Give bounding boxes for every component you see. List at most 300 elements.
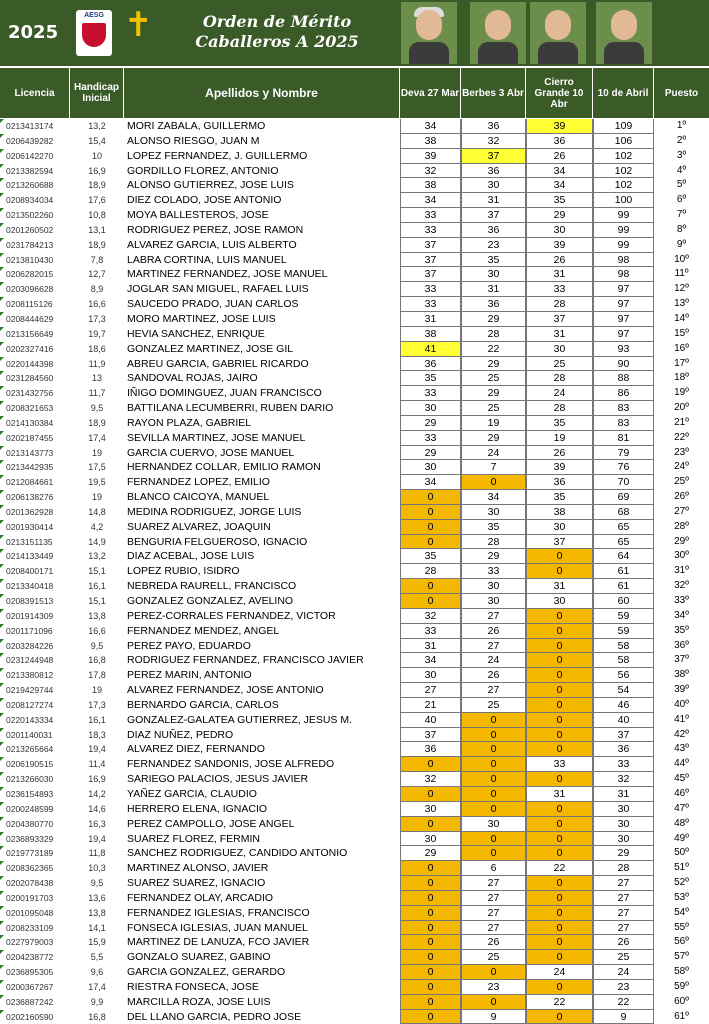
cell-round-3: 33 [526,282,593,297]
cell-handicap: 18,6 [88,343,106,354]
asturias-cross-icon: ✝ [124,6,153,44]
cell-licencia: 0202160590 [0,1010,70,1024]
cell-round-2: 0 [461,772,526,787]
cell-round-3: 31 [526,787,593,802]
table-row [0,223,709,238]
cell-handicap: 13,8 [88,907,106,918]
cell-handicap: 17,4 [88,432,106,443]
table-row [0,431,709,446]
cell-round-3: 34 [526,164,593,179]
cell-handicap: 19 [91,492,102,503]
table-row [0,891,709,906]
cell-round-1: 38 [400,327,461,342]
cell-round-1: 32 [400,609,461,624]
comment-marker-icon [0,861,4,865]
comment-marker-icon [0,564,4,568]
cell-round-3: 30 [526,342,593,357]
cell-handicap: 19,7 [88,328,106,339]
cell-round-1: 0 [400,906,461,921]
table-row [0,594,709,609]
cell-handicap: 8,9 [90,284,104,295]
cell-puesto: 23º [674,446,689,458]
cell-round-2: 24 [461,653,526,668]
table-row [0,683,709,698]
cell-total: 69 [593,490,654,505]
table-row [0,401,709,416]
table-row [0,921,709,936]
cell-total: 58 [593,639,654,654]
cell-puesto: 50º [674,847,689,859]
cell-licencia: 0231784213 [0,238,70,253]
cell-puesto: 46º [674,787,689,799]
cell-puesto: 61º [674,1010,689,1022]
cell-round-1: 0 [400,817,461,832]
cell-total: 97 [593,327,654,342]
cell-round-2: 28 [461,535,526,550]
cell-licencia: 0227979003 [0,935,70,950]
cell-puesto: 59º [674,980,689,992]
cell-round-1: 0 [400,861,461,876]
cell-total: 30 [593,802,654,817]
cell-nombre: LOPEZ FERNANDEZ, J. GUILLERMO [127,149,308,162]
cell-round-2: 36 [461,119,526,134]
cell-licencia: 0220143334 [0,713,70,728]
cell-nombre: ALONSO GUTIERREZ, JOSE LUIS [127,179,294,192]
cell-handicap: 19,5 [88,477,106,488]
cell-licencia: 0202187455 [0,431,70,446]
cell-handicap: 16,3 [88,818,106,829]
cell-round-3: 35 [526,490,593,505]
cell-round-2: 27 [461,891,526,906]
cell-round-3: 28 [526,297,593,312]
cell-licencia: 0208391513 [0,594,70,609]
cell-puesto: 1º [676,120,687,131]
cell-puesto: 10º [674,253,689,265]
cell-nombre: SAUCEDO PRADO, JUAN CARLOS [127,298,299,311]
cell-round-2: 0 [461,475,526,490]
cell-licencia: 0208233109 [0,921,70,936]
cell-handicap: 11,8 [88,848,106,859]
cell-round-1: 0 [400,520,461,535]
comment-marker-icon [0,134,4,138]
cell-puesto: 33º [674,595,689,606]
cell-total: 27 [593,921,654,936]
comment-marker-icon [0,119,4,123]
cell-round-2: 37 [461,149,526,164]
comment-marker-icon [0,846,4,850]
cell-licencia: 0213380812 [0,668,70,683]
table-row [0,950,709,965]
cell-round-2: 24 [461,446,526,461]
cell-handicap: 18,9 [88,180,106,191]
comment-marker-icon [0,668,4,672]
col-header-puesto: Puesto [654,68,709,118]
cell-handicap: 11,4 [88,759,106,770]
cell-round-2: 35 [461,520,526,535]
cell-total: 31 [593,787,654,802]
cell-licencia: 0206190515 [0,757,70,772]
cell-round-1: 37 [400,728,461,743]
cell-licencia: 0200248599 [0,802,70,817]
cell-round-2: 0 [461,787,526,802]
cell-handicap: 7,8 [90,254,104,265]
cell-total: 27 [593,906,654,921]
cell-licencia: 0213382594 [0,164,70,179]
cell-nombre: RODRIGUEZ PEREZ, JOSE RAMON [127,223,304,236]
table-row [0,371,709,386]
table-row [0,297,709,312]
cell-round-2: 28 [461,327,526,342]
cell-licencia: 0236895305 [0,965,70,980]
cell-nombre: MEDINA RODRIGUEZ, JORGE LUIS [127,505,302,518]
table-row [0,253,709,268]
cell-round-2: 27 [461,683,526,698]
cell-handicap: 16,1 [88,714,106,725]
cell-licencia: 0213413174 [0,119,70,134]
cell-total: 97 [593,312,654,327]
cell-handicap: 16,8 [88,1011,106,1022]
cell-round-1: 33 [400,223,461,238]
cell-round-1: 0 [400,757,461,772]
cell-nombre: FONSECA IGLESIAS, JUAN MANUEL [127,921,308,934]
cell-round-3: 0 [526,891,593,906]
cell-licencia: 0206138276 [0,490,70,505]
cell-total: 9 [593,1010,654,1024]
cell-puesto: 17º [674,357,689,369]
cell-round-3: 38 [526,505,593,520]
cell-round-3: 37 [526,535,593,550]
cell-licencia: 0208127274 [0,698,70,713]
cell-total: 65 [593,520,654,535]
cell-total: 27 [593,891,654,906]
table-row [0,520,709,535]
cell-round-3: 0 [526,802,593,817]
cell-licencia: 0220144398 [0,357,70,372]
cell-total: 106 [593,134,654,149]
cell-round-3: 39 [526,119,593,134]
cell-nombre: ALVAREZ GARCIA, LUIS ALBERTO [127,238,297,251]
table-row [0,119,709,134]
cell-puesto: 57º [674,951,689,963]
cell-round-2: 27 [461,906,526,921]
comment-marker-icon [0,253,4,257]
table-row [0,282,709,297]
cell-nombre: FERNANDEZ IGLESIAS, FRANCISCO [127,906,310,919]
comment-marker-icon [0,431,4,435]
cell-licencia: 0202327416 [0,342,70,357]
player-photo-4 [596,2,652,64]
table-row [0,416,709,431]
comment-marker-icon [0,653,4,657]
cell-total: 86 [593,386,654,401]
cell-round-3: 22 [526,995,593,1010]
cell-round-1: 34 [400,193,461,208]
cell-licencia: 0231432756 [0,386,70,401]
comment-marker-icon [0,609,4,613]
cell-handicap: 13,1 [88,224,106,235]
comment-marker-icon [0,193,4,197]
cell-nombre: GONZALEZ MARTINEZ, JOSE GIL [127,342,294,355]
cell-handicap: 19,4 [88,833,106,844]
cell-total: 32 [593,772,654,787]
cell-licencia: 0200367267 [0,980,70,995]
cell-total: 97 [593,297,654,312]
comment-marker-icon [0,639,4,643]
cell-round-3: 0 [526,624,593,639]
cell-total: 102 [593,178,654,193]
cell-handicap: 16,6 [88,625,106,636]
cell-total: 70 [593,475,654,490]
cell-total: 61 [593,579,654,594]
table-row [0,876,709,891]
cell-nombre: LABRA CORTINA, LUIS MANUEL [127,253,287,266]
cell-round-1: 0 [400,787,461,802]
col-header-licencia: Licencia [0,68,69,118]
cell-handicap: 19 [91,685,102,696]
cell-puesto: 52º [674,877,689,889]
cell-puesto: 9º [676,238,687,250]
cell-round-1: 29 [400,846,461,861]
comment-marker-icon [0,490,4,494]
cell-nombre: ALVAREZ DIEZ, FERNANDO [127,743,265,756]
cell-handicap: 17,8 [88,670,106,681]
comment-marker-icon [0,594,4,598]
cell-round-2: 29 [461,312,526,327]
cell-puesto: 29º [674,535,689,547]
cell-nombre: JOGLAR SAN MIGUEL, RAFAEL LUIS [127,283,309,296]
cell-round-3: 29 [526,208,593,223]
cell-total: 99 [593,208,654,223]
comment-marker-icon [0,475,4,479]
cell-round-3: 37 [526,312,593,327]
cell-round-1: 34 [400,119,461,134]
cell-puesto: 35º [674,624,689,636]
cell-licencia: 0202078438 [0,876,70,891]
cell-puesto: 13º [674,298,689,310]
cell-round-3: 34 [526,178,593,193]
cell-round-1: 29 [400,416,461,431]
ranking-table [0,119,709,1024]
cell-total: 24 [593,965,654,980]
table-row [0,193,709,208]
cell-handicap: 17,6 [88,195,106,206]
cell-total: 99 [593,223,654,238]
cell-handicap: 18,3 [88,729,106,740]
cell-total: 64 [593,549,654,564]
cell-puesto: 22º [674,431,689,443]
cell-round-3: 0 [526,668,593,683]
cell-round-2: 7 [461,460,526,475]
cell-handicap: 10 [91,150,102,161]
cell-round-3: 0 [526,950,593,965]
cell-puesto: 32º [674,580,689,592]
table-row [0,639,709,654]
cell-handicap: 9,6 [90,967,104,978]
table-row [0,861,709,876]
table-row [0,653,709,668]
cell-round-1: 0 [400,980,461,995]
cell-total: 59 [593,609,654,624]
cell-puesto: 16º [674,342,689,354]
cell-puesto: 15º [674,327,689,339]
cell-total: 60 [593,594,654,609]
cell-nombre: SARIEGO PALACIOS, JESUS JAVIER [127,773,309,786]
cell-total: 79 [593,446,654,461]
cell-puesto: 60º [674,995,689,1007]
comment-marker-icon [0,832,4,836]
table-row [0,965,709,980]
comment-marker-icon [0,624,4,628]
cell-total: 36 [593,742,654,757]
table-row [0,698,709,713]
cell-nombre: GONZALEZ GONZALEZ, AVELINO [127,595,294,607]
cell-puesto: 48º [674,817,689,829]
cell-total: 59 [593,624,654,639]
cell-licencia: 0201914309 [0,609,70,624]
cell-licencia: 0213442935 [0,460,70,475]
cell-nombre: GORDILLO FLOREZ, ANTONIO [127,164,279,177]
cell-round-3: 36 [526,475,593,490]
cell-licencia: 0204380770 [0,817,70,832]
cell-puesto: 55º [674,921,689,933]
cell-licencia: 0208321653 [0,401,70,416]
cell-round-3: 0 [526,980,593,995]
cell-puesto: 3º [676,149,687,161]
cell-puesto: 41º [674,713,689,725]
cell-round-1: 38 [400,178,461,193]
cell-round-1: 0 [400,950,461,965]
cell-puesto: 53º [674,891,689,903]
cell-nombre: SUAREZ FLOREZ, FERMIN [127,832,261,845]
table-row [0,149,709,164]
cell-licencia: 0208934034 [0,193,70,208]
cell-nombre: GARCIA GONZALEZ, GERARDO [127,966,286,979]
cell-licencia: 0236893329 [0,832,70,847]
cell-handicap: 14,8 [88,506,106,517]
cell-nombre: SUAREZ ALVAREZ, JOAQUIN [127,520,271,533]
cell-puesto: 27º [674,505,689,517]
cell-round-1: 33 [400,297,461,312]
cell-round-2: 0 [461,728,526,743]
comment-marker-icon [0,772,4,776]
cell-puesto: 56º [674,936,689,948]
cell-puesto: 39º [674,684,689,696]
cell-licencia: 0208400171 [0,564,70,579]
comment-marker-icon [0,698,4,702]
table-row [0,906,709,921]
cell-licencia: 0201362928 [0,505,70,520]
cell-nombre: MARTINEZ DE LANUZA, FCO JAVIER [127,936,310,949]
cell-total: 99 [593,238,654,253]
cell-licencia: 0219429744 [0,683,70,698]
cell-round-2: 26 [461,935,526,950]
cell-round-2: 29 [461,386,526,401]
cell-round-1: 34 [400,653,461,668]
cell-puesto: 5º [676,179,687,191]
table-row [0,832,709,847]
cell-handicap: 19,4 [88,744,106,755]
cell-round-2: 32 [461,134,526,149]
cell-round-3: 24 [526,965,593,980]
cell-round-3: 0 [526,639,593,654]
cell-round-1: 34 [400,475,461,490]
comment-marker-icon [0,549,4,553]
cell-round-3: 30 [526,520,593,535]
cell-round-1: 0 [400,490,461,505]
cell-licencia: 0213502260 [0,208,70,223]
cell-round-2: 23 [461,980,526,995]
comment-marker-icon [0,327,4,331]
cell-total: 81 [593,431,654,446]
table-row [0,742,709,757]
cell-nombre: RIESTRA FONSECA, JOSE [127,980,259,993]
cell-handicap: 10,8 [88,210,106,221]
table-row [0,609,709,624]
cell-round-1: 30 [400,460,461,475]
table-row [0,1010,709,1024]
cell-round-1: 37 [400,253,461,268]
cell-nombre: ALVAREZ FERNANDEZ, JOSE ANTONIO [127,684,324,697]
cell-round-3: 0 [526,713,593,728]
table-row [0,624,709,639]
cell-nombre: SEVILLA MARTINEZ, JOSE MANUEL [127,431,306,444]
cell-round-3: 0 [526,683,593,698]
cell-round-1: 30 [400,832,461,847]
cell-total: 100 [593,193,654,208]
cell-nombre: MARTINEZ FERNANDEZ, JOSE MANUEL [127,268,328,281]
cell-round-2: 30 [461,579,526,594]
comment-marker-icon [0,950,4,954]
cell-nombre: FERNANDEZ OLAY, ARCADIO [127,891,274,904]
cell-licencia: 0213143773 [0,446,70,461]
cell-round-2: 27 [461,876,526,891]
cell-total: 25 [593,950,654,965]
cell-puesto: 43º [674,743,689,755]
cell-round-3: 35 [526,416,593,431]
cell-round-2: 33 [461,564,526,579]
cell-puesto: 24º [674,461,689,473]
cell-round-3: 0 [526,609,593,624]
table-row [0,208,709,223]
cell-round-3: 31 [526,327,593,342]
player-photo-1 [401,2,457,64]
comment-marker-icon [0,342,4,346]
comment-marker-icon [0,802,4,806]
cell-round-2: 27 [461,921,526,936]
table-row [0,460,709,475]
cell-round-2: 31 [461,282,526,297]
cell-nombre: YAÑEZ GARCIA, CLAUDIO [127,787,257,800]
cell-round-2: 29 [461,357,526,372]
cell-nombre: HERNANDEZ COLLAR, EMILIO RAMON [127,461,321,474]
season-year: 2025 [8,22,59,43]
table-row [0,267,709,282]
cell-puesto: 38º [674,669,689,681]
cell-licencia: 0208444629 [0,312,70,327]
cell-round-1: 33 [400,386,461,401]
cell-round-1: 41 [400,342,461,357]
cell-handicap: 16,8 [88,655,106,666]
comment-marker-icon [0,728,4,732]
cell-round-1: 0 [400,505,461,520]
cell-handicap: 14,6 [88,803,106,814]
table-row [0,757,709,772]
cell-nombre: MORO MARTINEZ, JOSE LUIS [127,312,276,325]
comment-marker-icon [0,906,4,910]
cell-total: 46 [593,698,654,713]
cell-round-2: 9 [461,1010,526,1024]
cell-round-3: 0 [526,935,593,950]
